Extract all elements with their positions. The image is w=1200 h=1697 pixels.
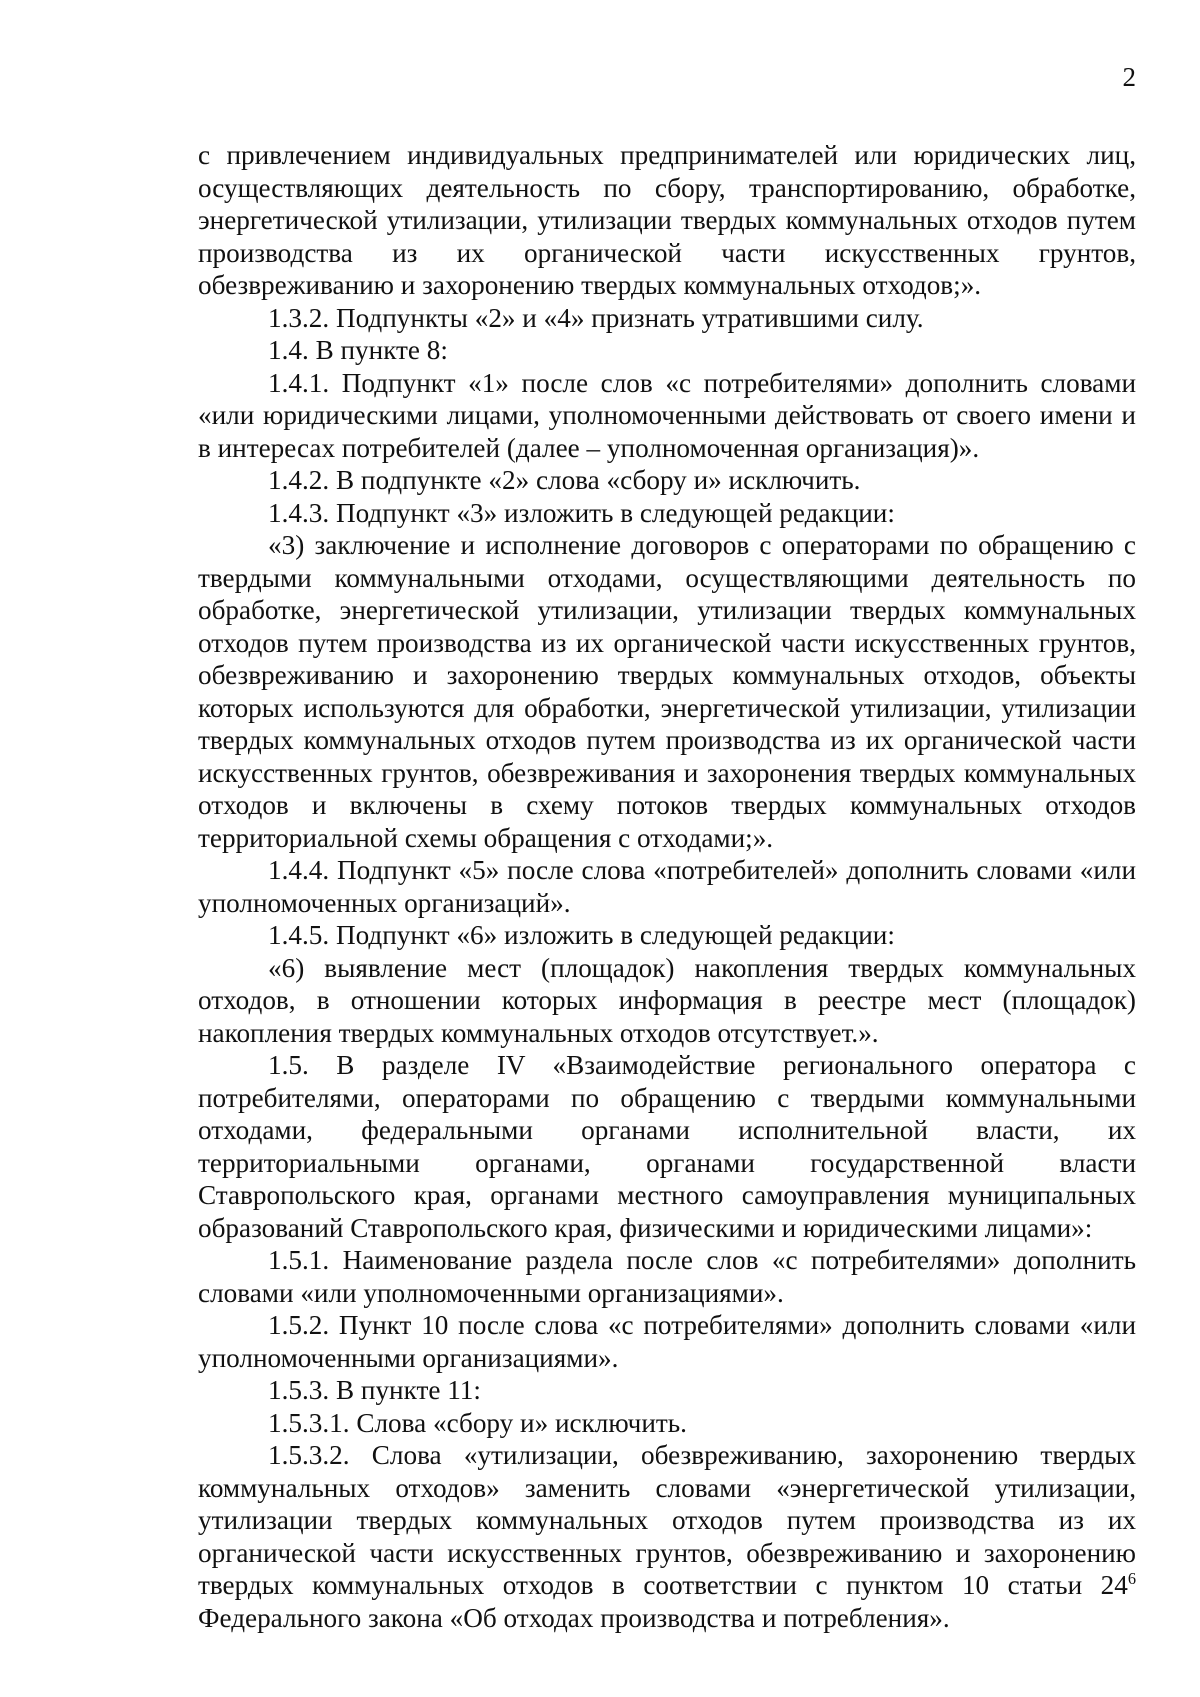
paragraph-1-4-3: 1.4.3. Подпункт «3» изложить в следующей редакции:	[268, 497, 895, 528]
page-number: 2	[1122, 62, 1136, 92]
paragraph-1-5-3-2-tail: Федерального закона «Об отходах производства и потребления».	[198, 1602, 950, 1633]
paragraph-1-5-3-2-text: 1.5.3.2. Слова «утилизации, обезвреживанию, захоронению твердых коммунальных отходов» заменить словами «энергетической утилизации, утилизации твердых коммунальных отходов путем производства из их органической части искусственных грунтов, обезвреживанию и захоронению твердых коммунальных отходов в соответствии с пунктом 10 статьи 24	[198, 1440, 1136, 1600]
paragraph-1-4: 1.4. В пункте 8:	[268, 335, 448, 365]
paragraph-1-4-4: 1.4.4. Подпункт «5» после слова «потребителей» дополнить словами «или уполномоченных организаций».	[198, 855, 1136, 918]
paragraph-1-5-3: 1.5.3. В пункте 11:	[268, 1375, 481, 1405]
article-superscript: 6	[1127, 1568, 1136, 1588]
paragraph-1-4-2: 1.4.2. В подпункте «2» слова «сбору и» исключить.	[268, 465, 861, 495]
paragraph-continuation: с привлечением индивидуальных предпринимателей или юридических лиц, осуществляющих деятельность по сбору, транспортированию, обработке, энергетической утилизации, утилизации твердых коммунальных отходов путем производства из их органической части искусственных грунтов, обезвреживанию и захоронению твердых коммунальных отходов;».	[198, 140, 1136, 300]
paragraph-1-4-1: 1.4.1. Подпункт «1» после слов «с потребителями» дополнить словами «или юридическими лицами, уполномоченными действовать от своего имени и в интересах потребителей (далее – уполномоченная организация)».	[198, 367, 1136, 463]
paragraph-1-3-2: 1.3.2. Подпункты «2» и «4» признать утратившими силу.	[268, 302, 924, 333]
paragraph-1-5-2: 1.5.2. Пункт 10 после слова «с потребителями» дополнить словами «или уполномоченными организациями».	[198, 1310, 1136, 1373]
document-body	[198, 139, 1136, 1634]
paragraph-quote-6: «6) выявление мест (площадок) накопления твердых коммунальных отходов, в отношении которых информация в реестре мест (площадок) накопления твердых коммунальных отходов отсутствует.».	[198, 952, 1136, 1048]
paragraph-1-4-5: 1.4.5. Подпункт «6» изложить в следующей редакции:	[268, 920, 895, 950]
paragraph-1-5: 1.5. В разделе IV «Взаимодействие регионального оператора с потребителями, операторами по обращению с твердыми коммунальными отходами, федеральными органами исполнительной власти, их территориальными органами, органами государственной власти Ставропольского края, органами местного самоуправления муниципальных образований Ставропольского края, физическими и юридическими лицами»:	[198, 1050, 1136, 1243]
paragraph-1-5-1: 1.5.1. Наименование раздела после слов «с потребителями» дополнить словами «или уполномоченными организациями».	[198, 1245, 1136, 1308]
paragraph-1-5-3-1: 1.5.3.1. Слова «сбору и» исключить.	[268, 1407, 687, 1438]
paragraph-1-5-3-2	[198, 1439, 1136, 1634]
paragraph-quote-3: «3) заключение и исполнение договоров с операторами по обращению с твердыми коммунальными отходами, осуществляющими деятельность по обработке, энергетической утилизации, утилизации твердых коммунальных отходов путем производства из их органической части искусственных грунтов, обезвреживанию и захоронению твердых коммунальных отходов, объекты которых используются для обработки, энергетической утилизации, утилизации твердых коммунальных отходов путем производства из их органической части искусственных грунтов, обезвреживания и захоронения твердых коммунальных отходов и включены в схему потоков твердых коммунальных отходов территориальной схемы обращения с отходами;».	[198, 530, 1136, 853]
